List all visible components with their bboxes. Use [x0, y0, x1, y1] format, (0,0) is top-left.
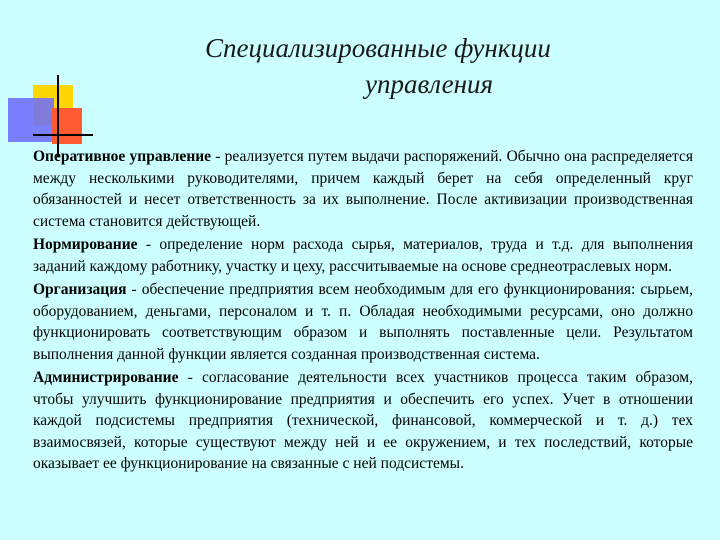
- paragraph-rationing: [33, 234, 693, 277]
- slide-body: [33, 146, 693, 477]
- definition-administration: - согласование деятельности всех участников процесса таким образом, чтобы улучшить функционирование предприятия и обеспечить его успех. Учет в отношении каждой подсистемы предприятия (технической, финансовой, коммерческой и т. д.) тех взаимосвязей, которые существуют между ней и ее окружением, и тех последствий, которые оказывает ее функционирование на связанные с ней подсистемы.: [33, 369, 693, 472]
- term-administration: Администрирование: [33, 369, 179, 386]
- term-organization: Организация: [33, 281, 127, 298]
- paragraph-administration: [33, 367, 693, 475]
- definition-organization: - обеспечение предприятия всем необходимым для его функционирования: сырьем, оборудованием, деньгами, персоналом и т. п. Обладая необходимыми ресурсами, оно должно функционировать соответствующим образом и выполнять поставленные цели. Результатом выполнения данной функции является созданная производственная система.: [33, 281, 693, 363]
- decor-vertical-line: [57, 75, 59, 157]
- definition-rationing: - определение норм расхода сырья, материалов, труда и т.д. для выполнения заданий каждому работнику, участку и цеху, рассчитываемые на основе среднеотраслевых норм.: [33, 236, 693, 275]
- slide-title-line-2: управления: [365, 69, 494, 99]
- paragraph-operational-management: [33, 146, 693, 232]
- term-operational-management: Оперативное управление: [33, 148, 212, 165]
- definition-operational-management: - реализуется путем выдачи распоряжений. Обычно она распределяется между несколькими руководителями, причем каждый берет на себя определенный круг обязанностей и несет ответственность за их выполнение. После активизации производственная система становится действующей.: [33, 148, 693, 230]
- term-rationing: Нормирование: [33, 236, 138, 253]
- paragraph-organization: [33, 279, 693, 365]
- slide-title-line-1: Специализированные функции: [205, 33, 551, 63]
- decor-horizontal-line: [33, 134, 93, 136]
